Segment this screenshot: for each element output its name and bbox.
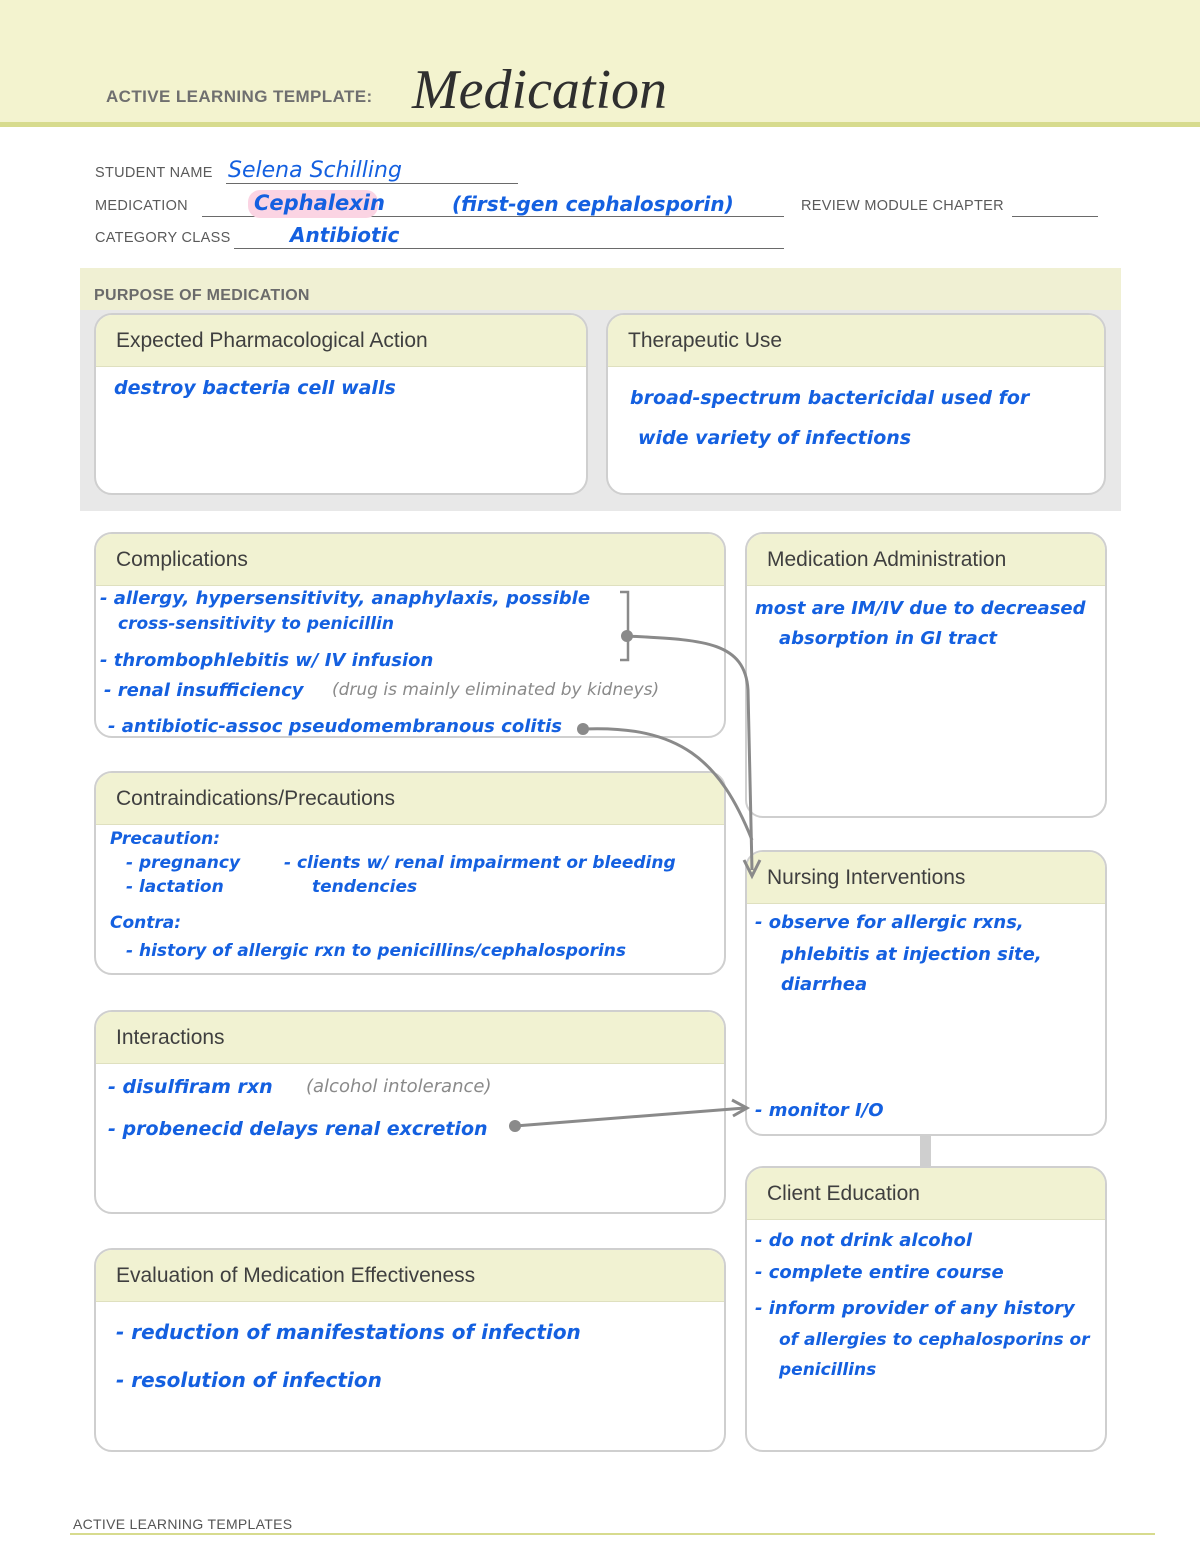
student-name-label: STUDENT NAME <box>95 165 213 181</box>
contraindications-line: Contra: <box>110 913 182 933</box>
complications-title: Complications <box>96 534 724 586</box>
client-education-line: - complete entire course <box>755 1262 1004 1283</box>
client-education-line: penicillins <box>779 1360 877 1380</box>
evaluation-line: - resolution of infection <box>116 1368 382 1392</box>
client-education-line: - inform provider of any history <box>755 1298 1075 1319</box>
category-class-value[interactable]: Antibiotic <box>290 223 400 247</box>
contraindications-title: Contraindications/Precautions <box>96 773 724 825</box>
purpose-label: PURPOSE OF MEDICATION <box>94 287 310 304</box>
contraindications-line: tendencies <box>312 877 418 897</box>
client-education-line: - do not drink alcohol <box>755 1230 972 1251</box>
interactions-title: Interactions <box>96 1012 724 1064</box>
complications-line: - allergy, hypersensitivity, anaphylaxis, possible <box>100 588 591 609</box>
client-education-line: of allergies to cephalosporins or <box>779 1330 1090 1350</box>
review-module-label: REVIEW MODULE CHAPTER <box>801 198 1004 214</box>
footer-rule <box>70 1533 1155 1535</box>
page-title: Medication <box>412 59 668 121</box>
template-prefix: ACTIVE LEARNING TEMPLATE: <box>106 87 373 106</box>
client-education-title: Client Education <box>747 1168 1105 1220</box>
medication-value[interactable]: Cephalexin <box>254 191 385 215</box>
interactions-line: - probenecid delays renal excretion <box>108 1118 488 1140</box>
contraindications-line: - lactation <box>126 877 224 897</box>
therapeutic-use-title: Therapeutic Use <box>608 315 1104 367</box>
student-name-value[interactable]: Selena Schilling <box>228 158 402 183</box>
medication-note: (first-gen cephalosporin) <box>452 192 734 216</box>
administration-title: Medication Administration <box>747 534 1105 586</box>
evaluation-title: Evaluation of Medication Effectiveness <box>96 1250 724 1302</box>
footer-text: ACTIVE LEARNING TEMPLATES <box>73 1516 293 1532</box>
bracket-mark <box>620 592 628 660</box>
expected-action-line: destroy bacteria cell walls <box>114 377 396 399</box>
nursing-line: diarrhea <box>781 974 868 995</box>
contraindications-line: - history of allergic rxn to penicillins/cephalosporins <box>126 941 627 961</box>
contraindications-line: Precaution: <box>110 829 221 849</box>
interactions-note: (alcohol intolerance) <box>306 1076 492 1097</box>
nursing-line: - observe for allergic rxns, <box>755 912 1024 933</box>
medication-label: MEDICATION <box>95 198 188 214</box>
administration-line: absorption in GI tract <box>779 628 997 649</box>
complications-line: - renal insufficiency <box>104 680 304 701</box>
administration-line: most are IM/IV due to decreased <box>755 598 1086 619</box>
contraindications-line: - clients w/ renal impairment or bleeding <box>284 853 676 873</box>
complications-note: (drug is mainly eliminated by kidneys) <box>332 680 660 700</box>
nursing-title: Nursing Interventions <box>747 852 1105 904</box>
therapeutic-use-line: broad-spectrum bactericidal used for <box>630 387 1030 409</box>
complications-line: - thrombophlebitis w/ IV infusion <box>100 650 434 671</box>
arrow-line <box>515 1108 745 1126</box>
nursing-line: - monitor I/O <box>755 1100 884 1121</box>
therapeutic-use-line: wide variety of infections <box>638 427 912 449</box>
nursing-line: phlebitis at injection site, <box>781 944 1042 965</box>
category-class-label: CATEGORY CLASS <box>95 230 231 246</box>
contraindications-line: - pregnancy <box>126 853 241 873</box>
complications-line: cross-sensitivity to penicillin <box>118 614 394 634</box>
expected-action-title: Expected Pharmacological Action <box>96 315 586 367</box>
arrow-line <box>583 729 752 840</box>
complications-line: - antibiotic-assoc pseudomembranous colitis <box>108 716 563 737</box>
interactions-line: - disulfiram rxn <box>108 1076 273 1098</box>
evaluation-line: - reduction of manifestations of infection <box>116 1320 581 1344</box>
